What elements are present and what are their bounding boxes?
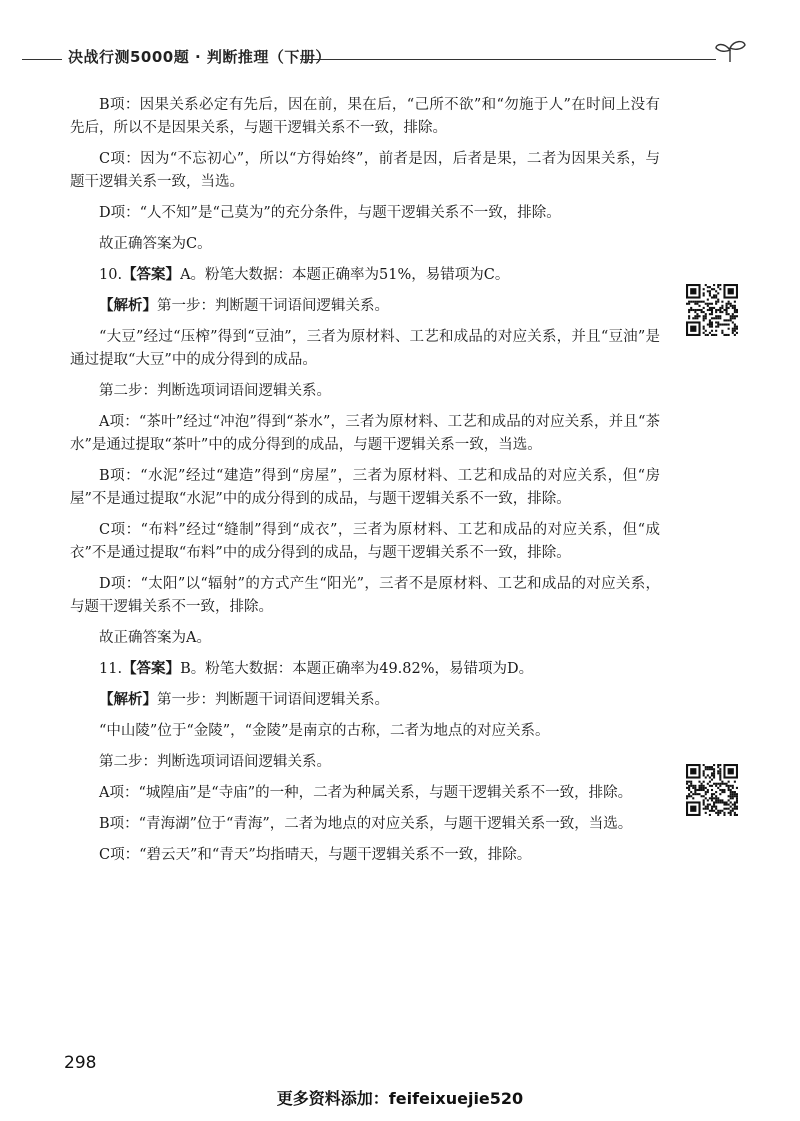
running-header	[0, 44, 800, 74]
paragraph: 第二步：判断选项词语间逻辑关系。	[99, 754, 331, 770]
answer-text: B。粉笔大数据：本题正确率为49.82%，易错项为D。	[180, 661, 534, 677]
analysis-tag: 【解析】	[99, 298, 157, 314]
paragraph: “大豆”经过“压榨”得到“豆油”，三者为原材料、工艺和成品的对应关系，并且“豆油”是通过提取“大豆”中的成分得到的成品。	[70, 329, 660, 368]
footer-note: 更多资料添加：feifeixuejie520	[276, 1089, 524, 1108]
answer-line-q10	[70, 264, 660, 287]
analysis-text: 第一步：判断题干词语间逻辑关系。	[157, 692, 389, 708]
paragraph: B项：“青海湖”位于“青海”，二者为地点的对应关系，与题干逻辑关系一致，当选。	[99, 816, 633, 832]
analysis-line-q11	[70, 689, 660, 712]
page-body	[70, 94, 660, 875]
paragraph: C项：“碧云天”和“青天”均指晴天，与题干逻辑关系不一致，排除。	[99, 847, 532, 863]
answer-text: A。粉笔大数据：本题正确率为51%，易错项为C。	[180, 267, 510, 283]
analysis-tag: 【解析】	[99, 692, 157, 708]
qr-code-q10-icon[interactable]	[686, 284, 738, 336]
answer-tag: 【答案】	[122, 267, 181, 283]
book-title: 决战行测5000题 · 判断推理（下册）	[68, 48, 331, 66]
sprout-icon	[712, 38, 748, 64]
paragraph: 第二步：判断选项词语间逻辑关系。	[99, 383, 331, 399]
page-number: 298	[64, 1053, 97, 1073]
paragraph: 故正确答案为A。	[99, 630, 211, 646]
paragraph: A项：“茶叶”经过“冲泡”得到“茶水”，三者为原材料、工艺和成品的对应关系，并且“茶水”是通过提取“茶叶”中的成分得到的成品，与题干逻辑关系一致，当选。	[70, 414, 660, 453]
paragraph: C项：“布料”经过“缝制”得到“成衣”，三者为原材料、工艺和成品的对应关系，但“成衣”不是通过提取“布料”中的成分得到的成品，与题干逻辑关系不一致，排除。	[70, 522, 660, 561]
paragraph: “中山陵”位于“金陵”，“金陵”是南京的古称，二者为地点的对应关系。	[99, 723, 550, 739]
question-number: 11.	[99, 661, 123, 677]
paragraph: B项：因果关系必定有先后，因在前，果在后，“己所不欲”和“勿施于人”在时间上没有先后，所以不是因果关系，与题干逻辑关系不一致，排除。	[70, 97, 660, 136]
answer-line-q11	[70, 658, 660, 681]
header-rule-left	[22, 59, 62, 60]
paragraph: D项：“人不知”是“己莫为”的充分条件，与题干逻辑关系不一致，排除。	[99, 205, 561, 221]
paragraph: 故正确答案为C。	[99, 236, 212, 252]
paragraph: A项：“城隍庙”是“寺庙”的一种，二者为种属关系，与题干逻辑关系不一致，排除。	[99, 785, 633, 801]
paragraph: D项：“太阳”以“辐射”的方式产生“阳光”，三者不是原材料、工艺和成品的对应关系，与题干逻辑关系不一致，排除。	[70, 576, 660, 615]
analysis-line-q10	[70, 295, 660, 318]
question-number: 10.	[99, 267, 123, 283]
answer-tag: 【答案】	[122, 661, 181, 677]
paragraph: B项：“水泥”经过“建造”得到“房屋”，三者为原材料、工艺和成品的对应关系，但“房屋”不是通过提取“水泥”中的成分得到的成品，与题干逻辑关系不一致，排除。	[70, 468, 660, 507]
header-rule-right	[300, 59, 716, 60]
paragraph: C项：因为“不忘初心”，所以“方得始终”，前者是因，后者是果，二者为因果关系，与题干逻辑关系一致，当选。	[70, 151, 660, 190]
analysis-text: 第一步：判断题干词语间逻辑关系。	[157, 298, 389, 314]
qr-code-q11-icon[interactable]	[686, 764, 738, 816]
